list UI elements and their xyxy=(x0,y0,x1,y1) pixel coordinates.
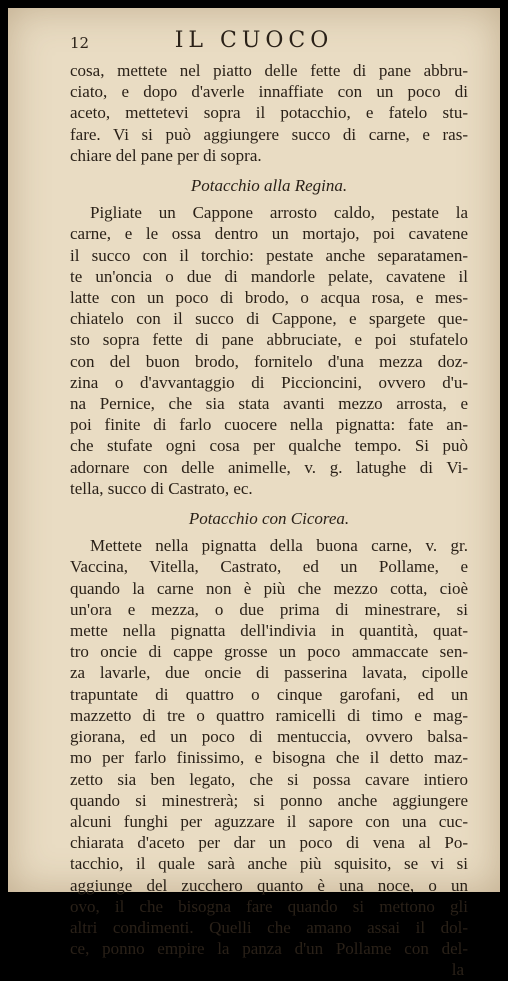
book-page xyxy=(8,8,500,980)
text-line: poi finite di farlo cuocere nella pignatta: fate an- xyxy=(70,415,468,435)
text-line: tella, succo di Castrato, ec. xyxy=(70,478,253,498)
running-title: IL CUOCO xyxy=(174,28,334,53)
text-line: zina o d'avvantaggio di Piccioncini, ovvero d'u- xyxy=(70,372,468,392)
text-line: trapuntate di quattro o cinque garofani, ed un xyxy=(70,684,468,704)
section-heading: Potacchio alla Regina. xyxy=(190,176,348,196)
text-line: ce, ponno empire la panza d'un Pollame con del- xyxy=(70,939,468,959)
text-line: cosa, mettete nel piatto delle fette di pane abbru- xyxy=(70,61,468,80)
text-line: te un'oncia o due di mandorle pelate, cavatene il xyxy=(70,266,468,286)
page-header xyxy=(8,28,500,58)
paragraph-3 xyxy=(70,535,468,959)
page-number: 12 xyxy=(70,34,90,52)
text-line: giorana, ed un poco di mentuccia, ovvero balsa- xyxy=(70,727,468,747)
text-line: chiarata d'aceto per dar un poco di vena al Po- xyxy=(70,833,468,853)
text-line: che stufate ogni cosa per qualche tempo. Si può xyxy=(70,436,468,456)
text-line: carne, e le ossa dentro un mortajo, poi cavatene xyxy=(70,224,468,244)
text-line: quando la carne non è più che mezzo cotta, cioè xyxy=(70,578,468,598)
text-line: alcuni funghi per aguzzare il sapore con una cuc- xyxy=(70,811,468,831)
text-line: Pigliate un Cappone arrosto caldo, pestate la xyxy=(90,203,468,223)
text-line: quando si minestrerà; si ponno anche aggiungere xyxy=(70,790,468,810)
text-line: sto sopra fette di pane abbruciate, e poi stufatelo xyxy=(70,330,468,350)
text-line: il succo con il torchio: pestate anche separatamen- xyxy=(70,245,468,265)
text-line: tro oncie di cappe grosse un poco ammaccate sen- xyxy=(70,642,468,662)
text-line: con del buon brodo, fornitelo d'una mezza doz- xyxy=(70,351,468,371)
text-line: ciato, e dopo d'averle innaffiate con un poco di xyxy=(70,82,468,102)
text-line: Vaccina, Vitella, Castrato, ed un Pollame, e xyxy=(70,557,468,577)
text-line: chiare del pane per di sopra. xyxy=(70,145,262,165)
paragraph-2 xyxy=(70,202,468,499)
text-line: latte con un poco di brodo, o acqua rosa, e mes- xyxy=(70,288,468,308)
text-line: mazzetto di tre o quattro ramicelli di timo e mag- xyxy=(70,705,468,725)
section-heading: Potacchio con Cicorea. xyxy=(188,509,350,529)
text-line: mo per farlo finissimo, e bisogna che il detto maz- xyxy=(70,748,468,768)
text-line: ovo, il che bisogna fare quando si mettono gli xyxy=(70,896,468,916)
text-line: un'ora e mezza, o due prima di minestrare, si xyxy=(70,599,468,619)
text-line: chiatelo con il succo di Cappone, e spargete que- xyxy=(70,309,468,329)
paragraph-1 xyxy=(70,60,468,166)
catchword: la xyxy=(451,960,464,980)
page-body xyxy=(70,60,468,981)
text-line: mette nella pignatta dell'indivia in quantità, quat- xyxy=(70,621,468,641)
text-line: aceto, mettetevi sopra il potacchio, e fatelo stu- xyxy=(70,103,468,123)
text-line: za lavarle, due oncie di passerina lavata, cipolle xyxy=(70,663,468,683)
text-line: zetto sia ben legato, che si possa cavare intiero xyxy=(70,769,468,789)
text-line: na Pernice, che sia stata avanti mezzo arrosta, e xyxy=(70,394,468,414)
text-line: fare. Vi si può aggiungere succo di carne, e ras- xyxy=(70,124,468,144)
text-line: adornare con delle animelle, v. g. latughe di Vi- xyxy=(70,457,468,477)
text-line: aggiunge del zucchero quanto è una noce, o un xyxy=(70,875,468,895)
text-line: Mettete nella pignatta della buona carne, v. gr. xyxy=(90,536,468,556)
text-line: altri condimenti. Quelli che amano assai il dol- xyxy=(70,917,468,937)
text-line: tacchio, il quale sarà anche più squisito, se vi si xyxy=(70,854,468,874)
